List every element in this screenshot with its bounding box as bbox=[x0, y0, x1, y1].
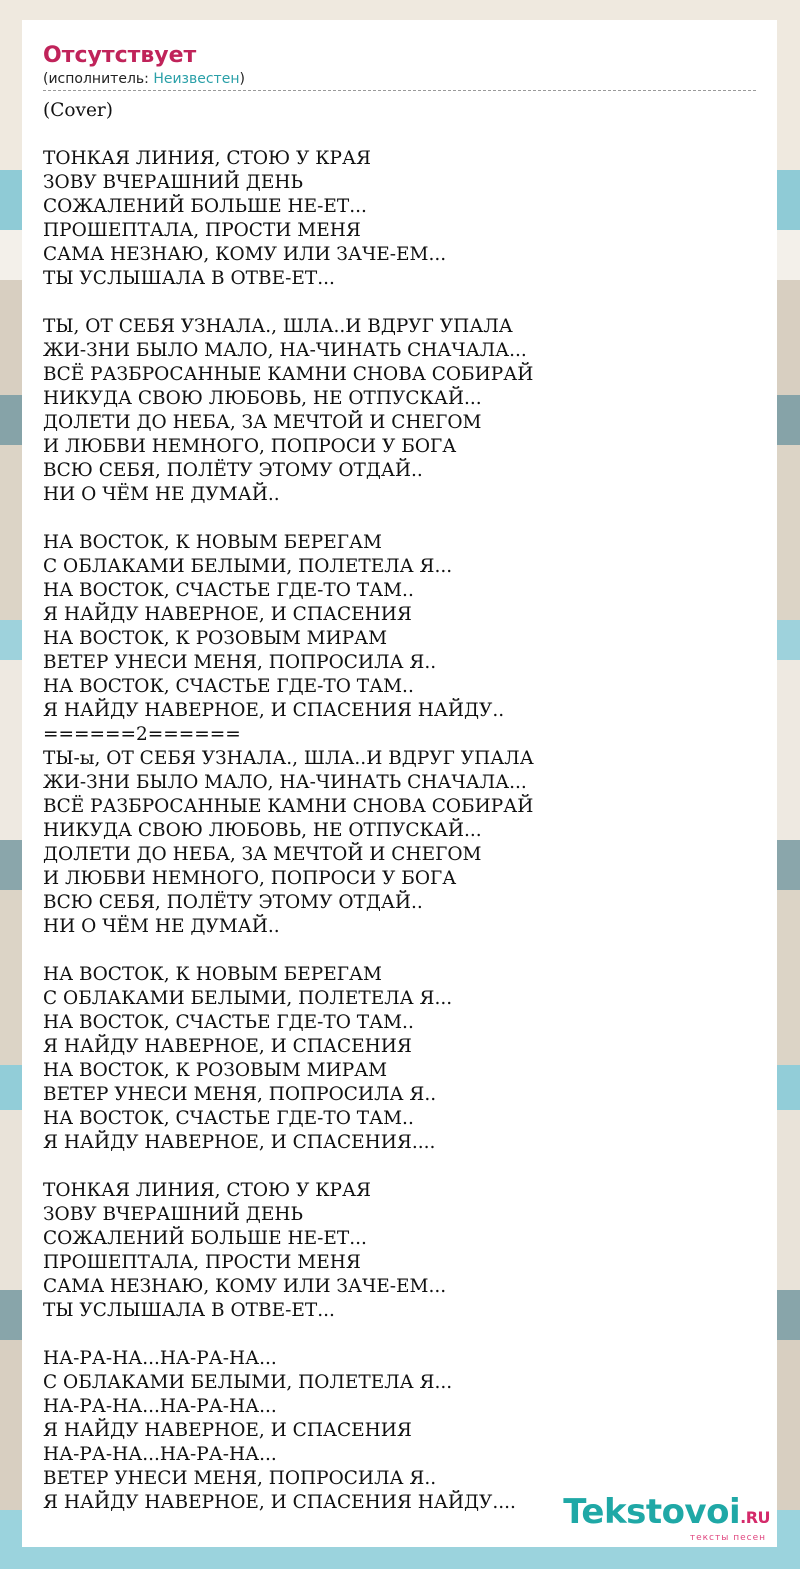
lyrics-card bbox=[22, 20, 777, 1547]
artist-link[interactable]: Неизвестен bbox=[153, 71, 240, 87]
artist-line bbox=[43, 70, 756, 91]
logo-wordmark bbox=[563, 1492, 770, 1535]
song-title: Отсутствует bbox=[43, 43, 197, 68]
artist-suffix: ) bbox=[239, 71, 245, 87]
logo-main-text: Tekstovoi bbox=[563, 1492, 741, 1532]
site-logo[interactable] bbox=[563, 1492, 770, 1543]
lyrics-text: (Cover) ТОНКАЯ ЛИНИЯ, СТОЮ У КРАЯ ЗОВУ ВЧЕРАШНИЙ ДЕНЬ СОЖАЛЕНИЙ БОЛЬШЕ НЕ-ЕТ... ПРОШЕПТАЛА, ПРОСТИ МЕНЯ САМА НЕЗНАЮ, КОМУ ИЛИ ЗАЧЕ-ЕМ... ТЫ УСЛЫШАЛА В ОТВЕ-ЕТ... ТЫ, ОТ СЕБЯ УЗНАЛА., ШЛА..И ВДРУГ УПАЛА ЖИ-ЗНИ БЫЛО МАЛО, НА-ЧИНАТЬ СНАЧАЛА... ВСЁ РАЗБРОСАННЫЕ КАМНИ СНОВА СОБИРАЙ НИКУДА СВОЮ ЛЮБОВЬ, НЕ ОТПУСКАЙ... ДОЛЕТИ ДО НЕБА, ЗА МЕЧТОЙ И СНЕГОМ И ЛЮБВИ НЕМНОГО, ПОПРОСИ У БОГА ВСЮ СЕБЯ, ПОЛЁТУ ЭТОМУ ОТДАЙ.. НИ О ЧЁМ НЕ ДУМАЙ.. НА ВОСТОК, К НОВЫМ БЕРЕГАМ С ОБЛАКАМИ БЕЛЫМИ, ПОЛЕТЕЛА Я... НА ВОСТОК, СЧАСТЬЕ ГДЕ-ТО ТАМ.. Я НАЙДУ НАВЕРНОЕ, И СПАСЕНИЯ НА ВОСТОК, К РОЗОВЫМ МИРАМ ВЕТЕР УНЕСИ МЕНЯ, ПОПРОСИЛА Я.. НА ВОСТОК, СЧАСТЬЕ ГДЕ-ТО ТАМ.. Я НАЙДУ НАВЕРНОЕ, И СПАСЕНИЯ НАЙДУ.. ======2====== ТЫ-ы, ОТ СЕБЯ УЗНАЛА., ШЛА..И ВДРУГ УПАЛА ЖИ-ЗНИ БЫЛО МАЛО, НА-ЧИНАТЬ СНАЧАЛА... ВСЁ РАЗБРОСАННЫЕ КАМНИ СНОВА СОБИРАЙ НИКУДА СВОЮ ЛЮБОВЬ, НЕ ОТПУСКАЙ... ДОЛЕТИ ДО НЕБА, ЗА МЕЧТОЙ И СНЕГОМ И ЛЮБВИ НЕМНОГО, ПОПРОСИ У БОГА ВСЮ СЕБЯ, ПОЛЁТУ ЭТОМУ ОТДАЙ.. НИ О ЧЁМ НЕ ДУМАЙ.. НА ВОСТОК, К НОВЫМ БЕРЕГАМ С ОБЛАКАМИ БЕЛЫМИ, ПОЛЕТЕЛА Я... НА ВОСТОК, СЧАСТЬЕ ГДЕ-ТО ТАМ.. Я НАЙДУ НАВЕРНОЕ, И СПАСЕНИЯ НА ВОСТОК, К РОЗОВЫМ МИРАМ ВЕТЕР УНЕСИ МЕНЯ, ПОПРОСИЛА Я.. НА ВОСТОК, СЧАСТЬЕ ГДЕ-ТО ТАМ.. Я НАЙДУ НАВЕРНОЕ, И СПАСЕНИЯ.... ТОНКАЯ ЛИНИЯ, СТОЮ У КРАЯ ЗОВУ ВЧЕРАШНИЙ ДЕНЬ СОЖАЛЕНИЙ БОЛЬШЕ НЕ-ЕТ... ПРОШЕПТАЛА, ПРОСТИ МЕНЯ САМА НЕЗНАЮ, КОМУ ИЛИ ЗАЧЕ-ЕМ... ТЫ УСЛЫШАЛА В ОТВЕ-ЕТ... НА-РА-НА...НА-РА-НА... С ОБЛАКАМИ БЕЛЫМИ, ПОЛЕТЕЛА Я... НА-РА-НА...НА-РА-НА... Я НАЙДУ НАВЕРНОЕ, И СПАСЕНИЯ НА-РА-НА...НА-РА-НА... ВЕТЕР УНЕСИ МЕНЯ, ПОПРОСИЛА Я.. Я НАЙДУ НАВЕРНОЕ, И СПАСЕНИЯ НАЙДУ.... bbox=[43, 100, 534, 1513]
logo-tagline: тексты песен bbox=[689, 1533, 766, 1543]
artist-prefix: (исполнитель: bbox=[43, 71, 154, 87]
logo-tld: .RU bbox=[740, 1508, 770, 1527]
